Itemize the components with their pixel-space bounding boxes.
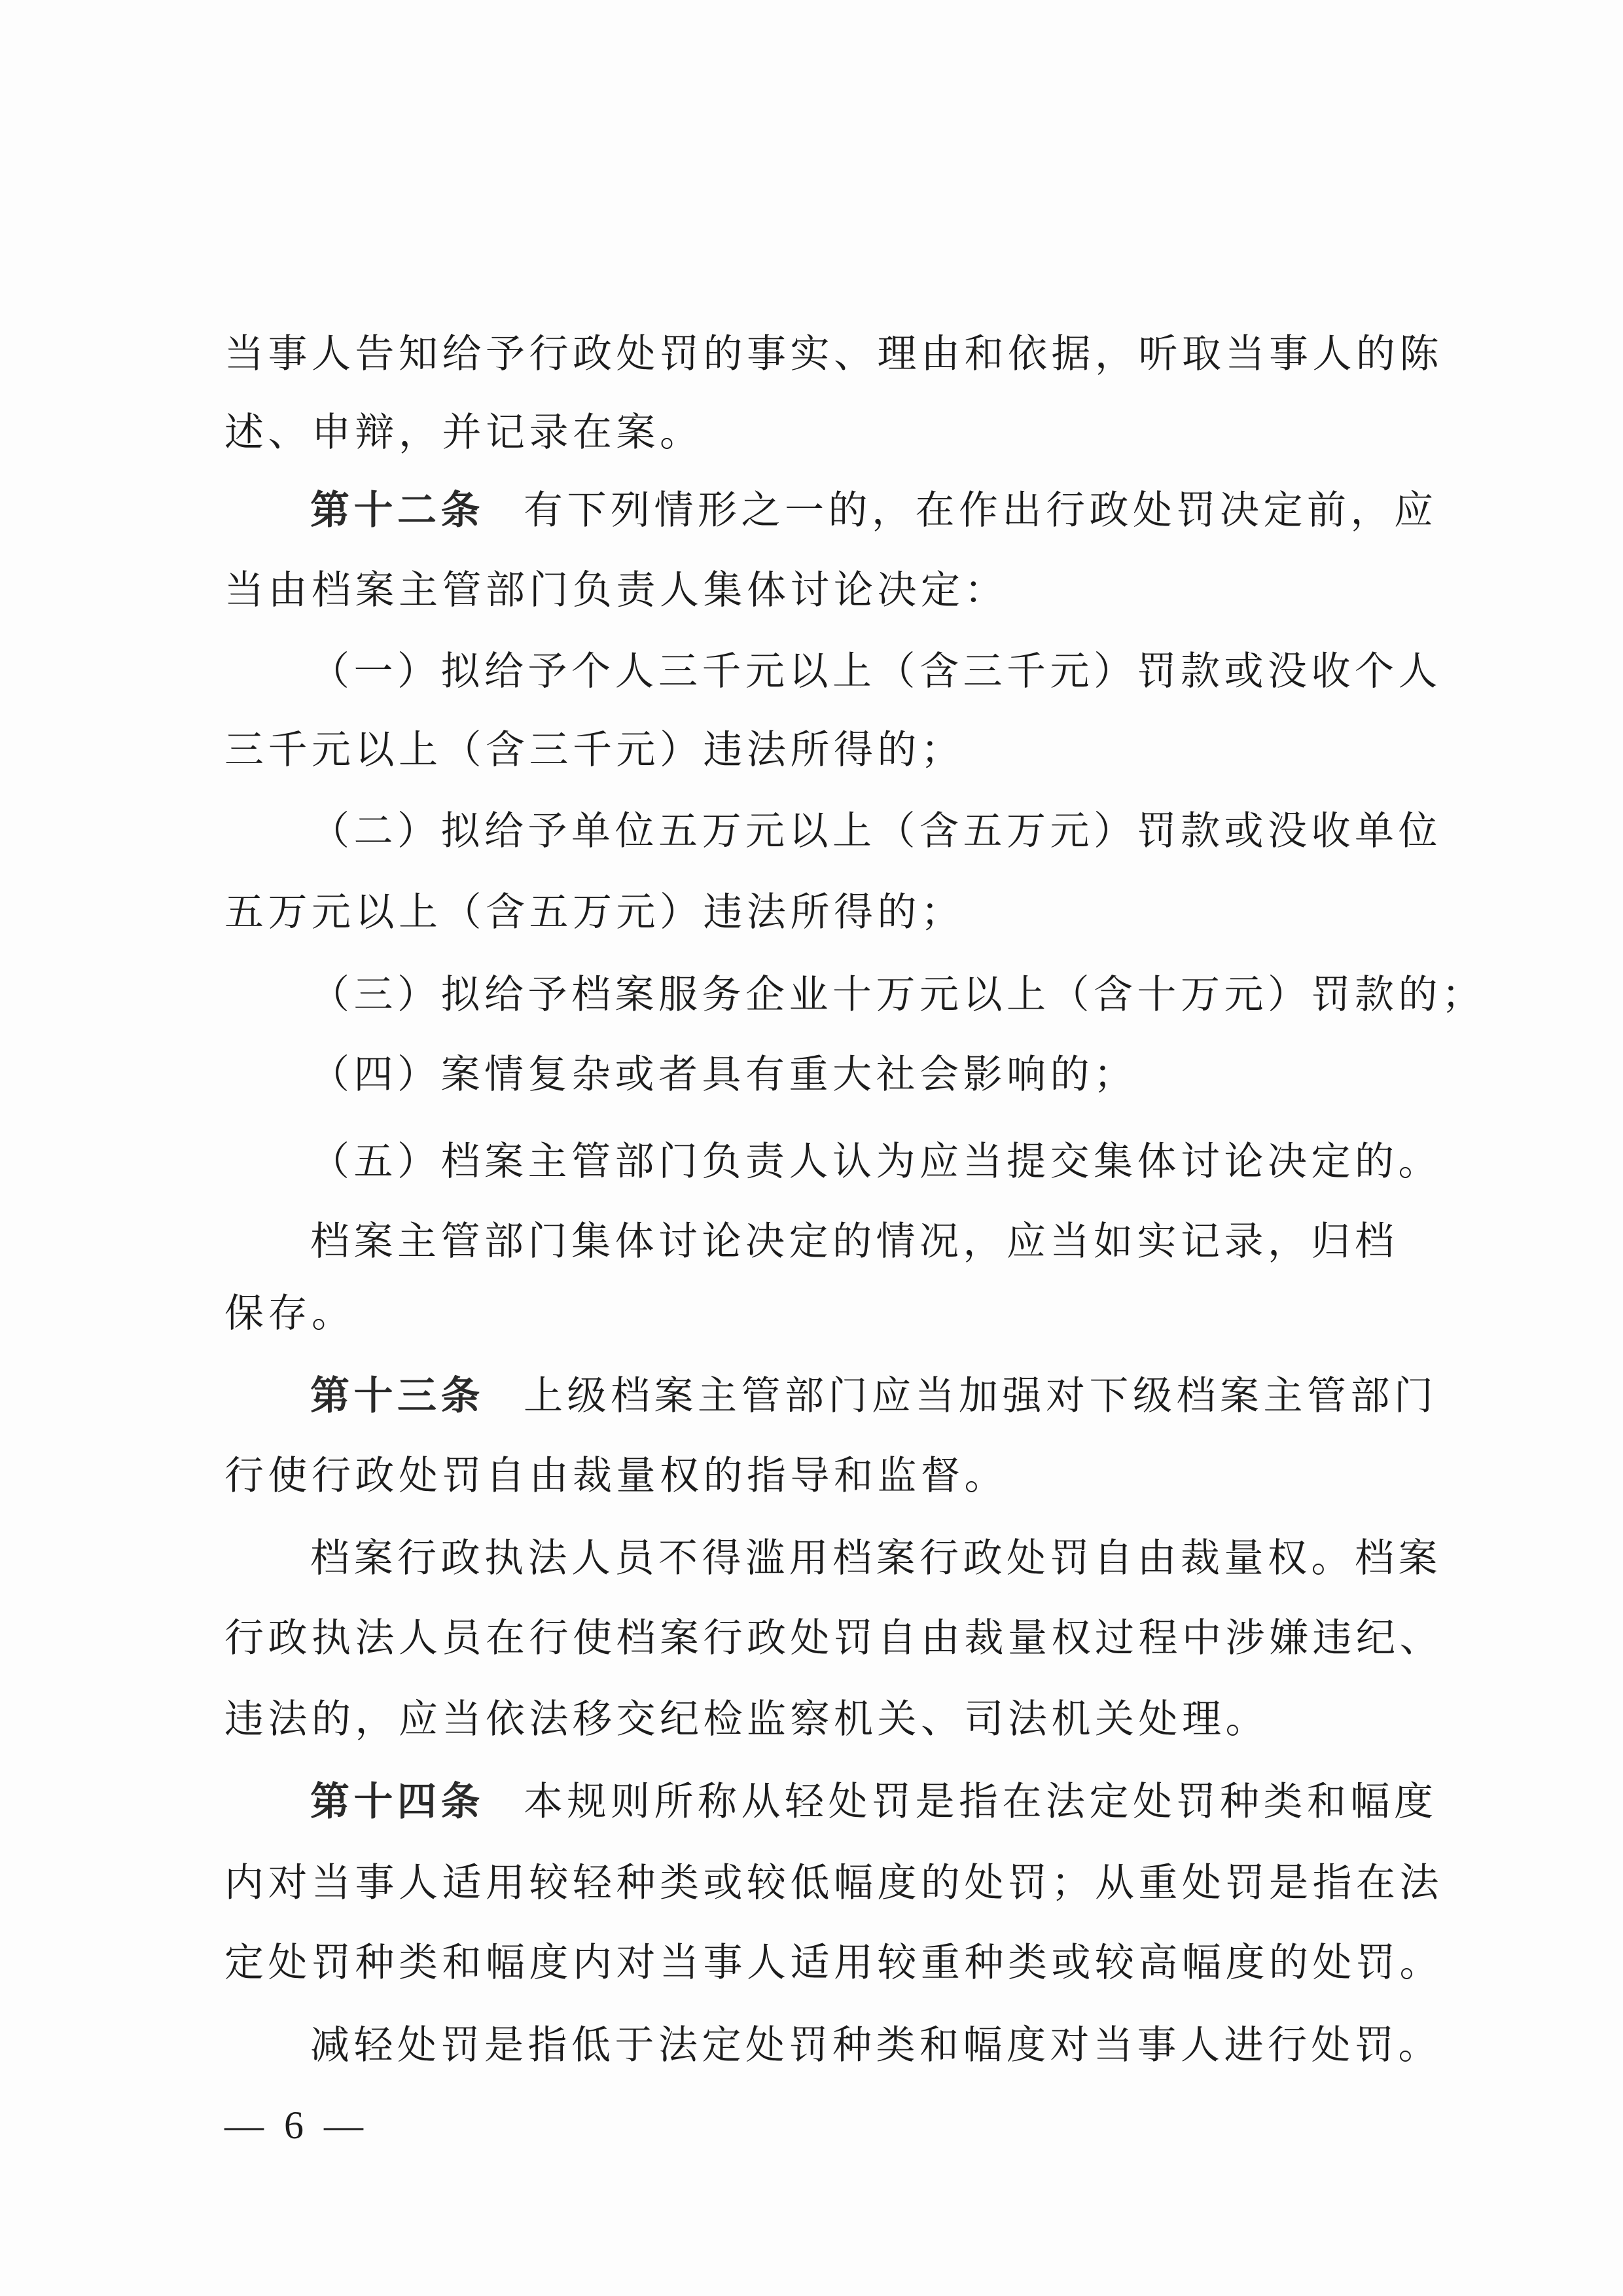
text-line: 内对当事人适用较轻种类或较低幅度的处罚；从重处罚是指在法 <box>224 1860 1443 1906</box>
text-line: 当事人告知给予行政处罚的事实、理由和依据，听取当事人的陈 <box>224 331 1443 377</box>
text-line: （三）拟给予档案服务企业十万元以上（含十万元）罚款的； <box>310 972 1486 1018</box>
article-heading: 第十二条 <box>310 488 484 533</box>
text-line: 三千元以上（含三千元）违法所得的； <box>224 727 965 773</box>
text-line: （一）拟给予个人三千元以上（含三千元）罚款或没收个人 <box>310 649 1442 694</box>
text-line: 述、申辩，并记录在案。 <box>224 410 704 456</box>
text-line: 本规则所称从轻处罚是指在法定处罚种类和幅度 <box>524 1779 1438 1825</box>
text-line: 五万元以上（含五万元）违法所得的； <box>224 889 965 935</box>
article-14-line <box>310 1779 1438 1825</box>
article-13-line <box>310 1373 1438 1419</box>
article-12-line <box>310 488 1438 533</box>
text-line: 档案主管部门集体讨论决定的情况，应当如实记录，归档 <box>310 1219 1399 1265</box>
text-line: 档案行政执法人员不得滥用档案行政处罚自由裁量权。档案 <box>310 1535 1442 1581</box>
text-line: （五）档案主管部门负责人认为应当提交集体讨论决定的。 <box>310 1139 1442 1185</box>
text-line: 违法的，应当依法移交纪检监察机关、司法机关处理。 <box>224 1696 1269 1742</box>
text-line: 有下列情形之一的，在作出行政处罚决定前，应 <box>524 488 1438 533</box>
text-line: 当由档案主管部门负责人集体讨论决定： <box>224 567 1008 613</box>
text-line: 保存。 <box>224 1291 355 1336</box>
page-number: — 6 — <box>224 2104 368 2147</box>
text-line: （四）案情复杂或者具有重大社会影响的； <box>310 1052 1137 1098</box>
article-heading: 第十三条 <box>310 1373 484 1419</box>
text-line: 行使行政处罚自由裁量权的指导和监督。 <box>224 1453 1008 1499</box>
article-heading: 第十四条 <box>310 1779 484 1825</box>
text-line: 行政执法人员在行使档案行政处罚自由裁量权过程中涉嫌违纪、 <box>224 1615 1443 1661</box>
text-line: 上级档案主管部门应当加强对下级档案主管部门 <box>524 1373 1438 1419</box>
text-line: 减轻处罚是指低于法定处罚种类和幅度对当事人进行处罚。 <box>310 2022 1442 2068</box>
text-line: （二）拟给予单位五万元以上（含五万元）罚款或没收单位 <box>310 808 1442 854</box>
text-line: 定处罚种类和幅度内对当事人适用较重种类或较高幅度的处罚。 <box>224 1940 1443 1986</box>
